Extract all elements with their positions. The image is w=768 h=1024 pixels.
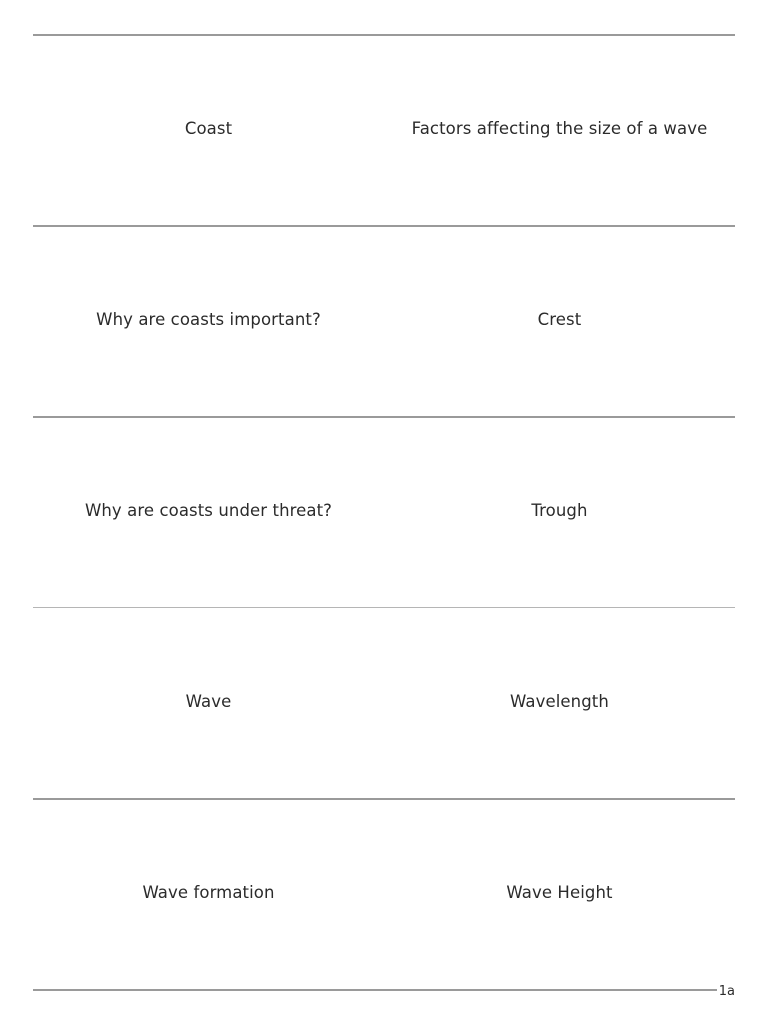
card-term: Factors affecting the size of a wave bbox=[411, 119, 708, 138]
card-term: Why are coasts important? bbox=[96, 310, 321, 329]
card-term: Coast bbox=[184, 119, 233, 138]
card-term: Wave bbox=[185, 691, 232, 711]
card-row bbox=[33, 607, 735, 798]
card-term: Wave formation bbox=[142, 883, 275, 902]
card-term: Wavelength bbox=[510, 691, 609, 711]
card-term: Crest bbox=[537, 310, 582, 329]
card-term: Wave Height bbox=[506, 883, 613, 902]
card-term: Why are coasts under threat? bbox=[84, 501, 333, 520]
card-row bbox=[33, 34, 735, 225]
page-label: 1a bbox=[718, 984, 735, 999]
card-sheet bbox=[33, 34, 735, 991]
card-row bbox=[33, 798, 735, 989]
card-row bbox=[33, 416, 735, 607]
card-row bbox=[33, 225, 735, 416]
card-term: Trough bbox=[531, 501, 588, 520]
cut-line bbox=[33, 989, 735, 991]
